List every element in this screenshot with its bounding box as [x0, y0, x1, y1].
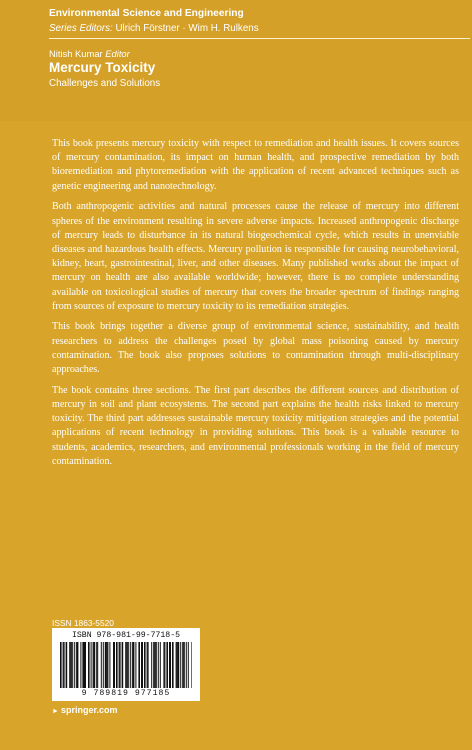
series-editors-label: Series Editors:	[49, 23, 113, 34]
barcode-bar	[169, 642, 170, 688]
series-title: Environmental Science and Engineering	[49, 8, 244, 19]
barcode-bar	[142, 642, 143, 688]
barcode-bar	[170, 642, 171, 688]
barcode-bar	[109, 642, 110, 688]
barcode-bar	[132, 642, 133, 688]
barcode-bar	[76, 642, 77, 688]
barcode-bar	[133, 642, 135, 688]
barcode-bar	[164, 642, 165, 688]
series-editors-names: Ulrich Förstner · Wim H. Rulkens	[115, 23, 259, 34]
header-divider	[49, 38, 470, 39]
blurb-paragraph-3: This book brings together a diverse group of environmental science, sustainability, and health researchers to address the challenges posed by global mass poisoning caused by mercury contamination. The book also proposes solutions to contamination through multi-disciplinary approaches.	[52, 321, 459, 376]
barcode-bar	[178, 642, 180, 688]
barcode-bar	[158, 642, 159, 688]
barcode-bar	[135, 642, 136, 688]
barcode-bar	[148, 642, 149, 688]
barcode-bar	[113, 642, 114, 688]
barcode-bar	[80, 642, 81, 688]
barcode-bar	[183, 642, 185, 688]
barcode-bar	[147, 642, 148, 688]
barcode-bar	[84, 642, 85, 688]
barcode-bar	[130, 642, 131, 688]
barcode-bar	[77, 642, 79, 688]
barcode-bar	[127, 642, 129, 688]
barcode-bar	[116, 642, 118, 688]
barcode-bar	[66, 642, 68, 688]
barcode-bar	[91, 642, 92, 688]
barcode-bar	[60, 642, 62, 688]
barcode-bar	[125, 642, 126, 688]
blurb-paragraph-2: Both anthropogenic activities and natural processes cause the release of mercury into different spheres of the environment resulting in severe adverse impacts. Increased anthropogenic discharge of mercury leads to disturbance in its natural biogeochemical cycle, which results in unenviable diseases and hazardous health effects. Mercury pollution is responsible for causing neurobehavioral, kidney, heart, gastrointestinal, liver, and other diseases. Many published works about the impact of mercury on health are also available worldwide; however, there is no complete understanding available on toxicological studies of mercury that covers the broader spectrum of findings ranging from sources of exposure to mercury toxicity to its remediation strategies.	[52, 201, 459, 312]
issn: ISSN 1863-5520	[52, 618, 114, 628]
barcode-bar	[151, 642, 152, 688]
publisher-text: springer.com	[60, 705, 118, 715]
barcode-bar	[64, 642, 65, 688]
barcode-bar	[120, 642, 121, 688]
book-title: Mercury Toxicity	[49, 60, 156, 75]
barcode-bar	[70, 642, 71, 688]
barcode-bar	[155, 642, 157, 688]
barcode-bar	[107, 642, 108, 688]
barcode-bar	[180, 642, 181, 688]
series-editors	[49, 23, 259, 34]
barcode-bar	[163, 642, 164, 688]
blurb	[52, 137, 459, 475]
barcode-bar	[172, 642, 174, 688]
barcode-bar	[122, 642, 124, 688]
barcode-bar	[153, 642, 154, 688]
barcode	[52, 628, 200, 701]
barcode-bar	[63, 642, 64, 688]
barcode-bar	[74, 642, 75, 688]
barcode-digits: 9 789819 977185	[81, 689, 171, 698]
barcode-bar	[186, 642, 187, 688]
barcode-bar	[97, 642, 98, 688]
barcode-bar	[85, 642, 86, 688]
barcode-bar	[105, 642, 107, 688]
barcode-bar	[82, 642, 84, 688]
publisher-link[interactable]	[52, 705, 117, 715]
editor-name: Nitish Kumar	[49, 48, 103, 59]
barcode-bar	[154, 642, 155, 688]
barcode-bar	[182, 642, 183, 688]
editor-line	[49, 48, 130, 59]
barcode-bar	[126, 642, 127, 688]
book-subtitle: Challenges and Solutions	[49, 78, 161, 89]
barcode-bar	[160, 642, 161, 688]
barcode-bar	[166, 642, 168, 688]
isbn-label: ISBN 978-981-99-7718-5	[71, 631, 181, 640]
barcode-bar	[119, 642, 120, 688]
barcode-bar	[176, 642, 177, 688]
barcode-bar	[88, 642, 90, 688]
barcode-bar	[138, 642, 140, 688]
barcode-bar	[141, 642, 142, 688]
barcode-bar	[188, 642, 189, 688]
barcode-bar	[71, 642, 73, 688]
barcode-bars	[60, 642, 192, 688]
barcode-bar	[69, 642, 70, 688]
barcode-bar	[114, 642, 115, 688]
blurb-paragraph-4: The book contains three sections. The first part describes the different sources and distribution of mercury in soil and plant ecosystems. The second part explains the health risks linked to mercury toxicity. The third part addresses sustainable mercury toxicity mitigation strategies and the potential applications of recent technology in providing solutions. This book is a valuable resource to students, academics, researchers, and environmental professionals working in the field of mercury contamination.	[52, 384, 459, 467]
arrow-icon: ►	[52, 708, 59, 715]
barcode-bar	[144, 642, 146, 688]
barcode-bar	[106, 642, 107, 688]
barcode-bar	[103, 642, 104, 688]
barcode-bar	[101, 642, 102, 688]
barcode-bar	[177, 642, 178, 688]
blurb-paragraph-1: This book presents mercury toxicity with respect to remediation and health issues. It covers sources of mercury contamination, its impact on human health, and prospective remediation by both bioremediation and phytoremediation with the application of recent advanced techniques such as genetic engineering and nanotechnology.	[52, 138, 459, 192]
barcode-bar	[94, 642, 96, 688]
barcode-bar	[96, 642, 97, 688]
editor-role: Editor	[105, 48, 130, 59]
barcode-bar	[191, 642, 192, 688]
barcode-bar	[93, 642, 94, 688]
